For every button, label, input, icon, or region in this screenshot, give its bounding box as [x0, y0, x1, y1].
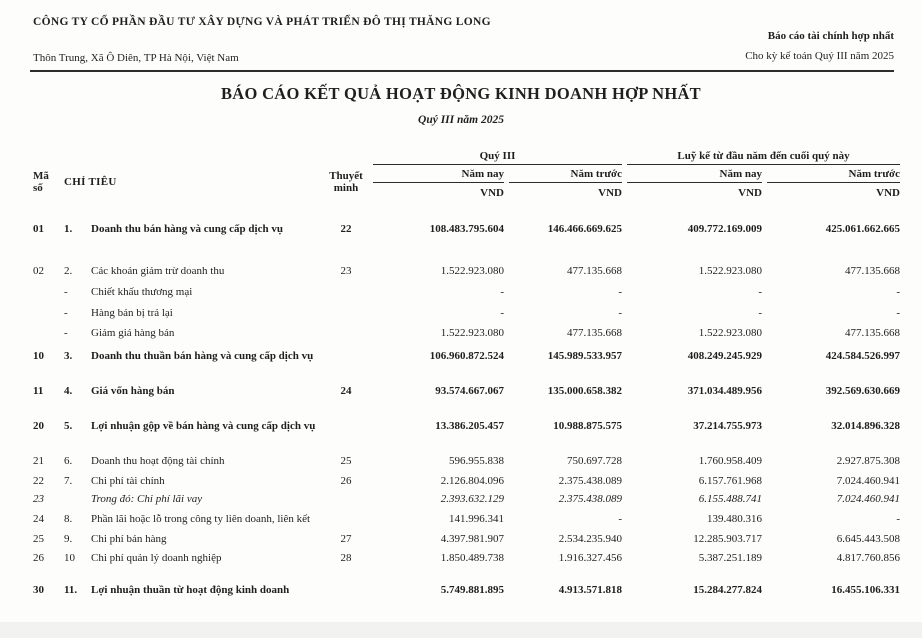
cell-ma-so: 23	[33, 493, 44, 505]
cell-quarter-prior-year: 146.466.669.625	[547, 223, 622, 235]
company-address: Thôn Trung, Xã Ô Diên, TP Hà Nội, Việt Nam	[33, 52, 239, 64]
header-ma-so-line1: Mã	[33, 170, 49, 182]
cell-thuyet-minh: 25	[340, 455, 352, 467]
table-header	[33, 145, 900, 199]
cell-chi-tieu: Trong đó: Chi phí lãi vay	[91, 493, 203, 505]
cell-ma-so	[33, 305, 59, 321]
cell-thuyet-minh: 24	[340, 385, 352, 397]
currency-label: VND	[598, 187, 622, 199]
cell-ma-so: 02	[33, 265, 44, 277]
table-row	[33, 263, 900, 279]
cell-quarter-current-year: 93.574.667.067	[435, 385, 504, 397]
cell-quarter-prior-year: -	[618, 286, 622, 298]
scan-edge-strip	[0, 622, 922, 638]
cell-stt: 3.	[64, 350, 73, 362]
cell-chi-tieu: Chi phí quản lý doanh nghiệp	[91, 552, 222, 564]
header-quarter-prior-year: Năm trước	[509, 168, 622, 183]
table-row	[33, 348, 900, 364]
cell-chi-tieu: Hàng bán bị trả lại	[91, 307, 173, 319]
cell-ma-so: 10	[33, 350, 44, 362]
table-row	[33, 511, 900, 527]
cell-stt: 1.	[64, 223, 73, 235]
header-ma-so	[33, 165, 59, 199]
cell-ytd-current-year: 37.214.755.973	[693, 420, 762, 432]
cell-stt: -	[64, 307, 68, 319]
cell-thuyet-minh	[324, 582, 368, 598]
cell-quarter-current-year: 4.397.981.907	[440, 533, 504, 545]
table-row	[33, 221, 900, 237]
cell-stt: 10	[64, 552, 75, 564]
cell-ytd-prior-year: 7.024.460.941	[836, 475, 900, 487]
cell-chi-tieu: Chi phí tài chính	[91, 475, 165, 487]
cell-ytd-prior-year: -	[896, 307, 900, 319]
cell-quarter-current-year: 2.126.804.096	[440, 475, 504, 487]
table-row	[33, 418, 900, 434]
company-name: CÔNG TY CỔ PHẦN ĐẦU TƯ XÂY DỰNG VÀ PHÁT TRIỂN ĐÔ THỊ THĂNG LONG	[33, 16, 491, 28]
cell-stt: 2.	[64, 265, 73, 277]
header-thuyet-minh	[324, 165, 368, 199]
table-body	[33, 221, 900, 598]
cell-ytd-prior-year: 392.569.630.669	[825, 385, 900, 397]
cell-quarter-prior-year: 2.534.235.940	[558, 533, 622, 545]
cell-quarter-current-year: 13.386.205.457	[435, 420, 504, 432]
cell-quarter-prior-year: 145.989.533.957	[547, 350, 622, 362]
table-row	[33, 531, 900, 547]
cell-ytd-prior-year: -	[896, 286, 900, 298]
cell-ytd-prior-year: 6.645.443.508	[836, 533, 900, 545]
cell-ma-so: 26	[33, 552, 44, 564]
column-group-ytd: Luỹ kế từ đầu năm đến cuối quý này	[627, 150, 900, 165]
cell-ytd-current-year: -	[758, 307, 762, 319]
table-row	[33, 491, 900, 507]
cell-ma-so: 11	[33, 385, 44, 397]
report-period: Cho kỳ kế toán Quý III năm 2025	[745, 50, 894, 62]
cell-ytd-current-year: 12.285.903.717	[693, 533, 762, 545]
cell-stt: 6.	[64, 455, 73, 467]
cell-quarter-prior-year: 2.375.438.089	[558, 475, 622, 487]
cell-ytd-current-year: 6.157.761.968	[698, 475, 762, 487]
cell-quarter-current-year: 141.996.341	[449, 513, 504, 525]
report-subtitle: Quý III năm 2025	[418, 114, 504, 126]
cell-stt: 7.	[64, 475, 73, 487]
cell-quarter-current-year: 2.393.632.129	[440, 493, 504, 505]
header-quarter-current-year: Năm nay	[373, 168, 504, 183]
cell-ytd-current-year: -	[758, 286, 762, 298]
cell-ytd-prior-year: 477.135.668	[845, 265, 900, 277]
cell-stt: -	[64, 286, 68, 298]
cell-quarter-current-year: 106.960.872.524	[429, 350, 504, 362]
cell-chi-tieu: Lợi nhuận thuần từ hoạt động kinh doanh	[91, 584, 290, 596]
table-row	[33, 582, 900, 598]
cell-chi-tieu: Các khoản giảm trừ doanh thu	[91, 265, 225, 277]
cell-ma-so: 20	[33, 420, 44, 432]
income-statement-table	[33, 145, 900, 598]
currency-label: VND	[876, 187, 900, 199]
cell-ytd-current-year: 409.772.169.009	[687, 223, 762, 235]
cell-ytd-current-year: 1.760.958.409	[698, 455, 762, 467]
cell-ma-so	[33, 284, 59, 300]
cell-ma-so: 25	[33, 533, 44, 545]
cell-ma-so: 01	[33, 223, 44, 235]
cell-chi-tieu: Doanh thu bán hàng và cung cấp dịch vụ	[91, 223, 283, 235]
cell-quarter-prior-year: 750.697.728	[567, 455, 622, 467]
cell-quarter-current-year: 1.522.923.080	[440, 265, 504, 277]
cell-ma-so: 22	[33, 475, 44, 487]
cell-chi-tieu: Chiết khấu thương mại	[91, 286, 193, 298]
cell-ytd-prior-year: 424.584.526.997	[825, 350, 900, 362]
cell-stt: 8.	[64, 513, 73, 525]
report-type: Báo cáo tài chính hợp nhất	[767, 30, 894, 42]
cell-quarter-prior-year: 477.135.668	[567, 327, 622, 339]
cell-ma-so: 21	[33, 455, 44, 467]
cell-ytd-prior-year: 4.817.760.856	[836, 552, 900, 564]
cell-stt: 9.	[64, 533, 73, 545]
cell-chi-tieu: Giá vốn hàng bán	[91, 385, 175, 397]
header-divider	[30, 70, 894, 72]
cell-thuyet-minh: 23	[340, 265, 352, 277]
cell-quarter-current-year: 596.955.838	[449, 455, 504, 467]
cell-ytd-prior-year: 7.024.460.941	[836, 493, 900, 505]
cell-thuyet-minh	[324, 325, 368, 341]
header-ytd-current-year: Năm nay	[627, 168, 762, 183]
report-meta	[745, 26, 894, 66]
header-ytd-prior-year: Năm trước	[767, 168, 900, 183]
currency-label: VND	[480, 187, 504, 199]
cell-quarter-prior-year: -	[618, 513, 622, 525]
table-row	[33, 284, 900, 300]
cell-ytd-current-year: 5.387.251.189	[698, 552, 762, 564]
cell-thuyet-minh: 22	[340, 223, 352, 235]
cell-ytd-current-year: 15.284.277.824	[693, 584, 762, 596]
cell-quarter-prior-year: 135.000.658.382	[547, 385, 622, 397]
column-group-quarter: Quý III	[373, 150, 622, 165]
cell-ytd-prior-year: 16.455.106.331	[831, 584, 900, 596]
cell-chi-tieu: Giảm giá hàng bán	[91, 327, 175, 339]
cell-thuyet-minh	[324, 284, 368, 300]
cell-ytd-current-year: 1.522.923.080	[698, 327, 762, 339]
cell-quarter-current-year: -	[500, 307, 504, 319]
header-thuyet-minh-line1: Thuyết	[329, 170, 363, 182]
header-thuyet-minh-line2: minh	[333, 182, 359, 194]
cell-ytd-current-year: 1.522.923.080	[698, 265, 762, 277]
cell-quarter-current-year: -	[500, 286, 504, 298]
cell-chi-tieu: Doanh thu hoạt động tài chính	[91, 455, 225, 467]
table-row	[33, 473, 900, 489]
table-row	[33, 305, 900, 321]
cell-ytd-current-year: 139.480.316	[707, 513, 762, 525]
cell-quarter-current-year: 5.749.881.895	[440, 584, 504, 596]
cell-ma-so: 24	[33, 513, 44, 525]
cell-ytd-prior-year: 425.061.662.665	[825, 223, 900, 235]
cell-thuyet-minh: 26	[340, 475, 352, 487]
cell-stt: 5.	[64, 420, 73, 432]
cell-thuyet-minh	[324, 511, 368, 527]
cell-ytd-prior-year: 32.014.896.328	[831, 420, 900, 432]
cell-quarter-prior-year: 4.913.571.818	[558, 584, 622, 596]
cell-chi-tieu: Doanh thu thuần bán hàng và cung cấp dịch vụ	[91, 350, 314, 362]
cell-thuyet-minh: 27	[340, 533, 352, 545]
cell-quarter-prior-year: 10.988.875.575	[553, 420, 622, 432]
cell-ytd-prior-year: 2.927.875.308	[836, 455, 900, 467]
report-title: BÁO CÁO KẾT QUẢ HOẠT ĐỘNG KINH DOANH HỢP NHẤT	[221, 84, 701, 103]
cell-ytd-prior-year: -	[896, 513, 900, 525]
table-row	[33, 550, 900, 566]
cell-chi-tieu: Phần lãi hoặc lỗ trong công ty liên doanh, liên kết	[91, 513, 311, 525]
cell-quarter-prior-year: 477.135.668	[567, 265, 622, 277]
cell-chi-tieu: Chi phí bán hàng	[91, 533, 167, 545]
cell-ytd-current-year: 6.155.488.741	[698, 493, 762, 505]
cell-stt: 11.	[64, 584, 78, 596]
table-row	[33, 453, 900, 469]
cell-quarter-prior-year: 1.916.327.456	[558, 552, 622, 564]
cell-thuyet-minh	[324, 305, 368, 321]
header-chi-tieu: CHỈ TIÊU	[64, 176, 117, 188]
cell-ma-so: 30	[33, 584, 44, 596]
cell-quarter-current-year: 1.522.923.080	[440, 327, 504, 339]
cell-quarter-prior-year: -	[618, 307, 622, 319]
cell-chi-tieu: Lợi nhuận gộp về bán hàng và cung cấp dịch vụ	[91, 420, 316, 432]
table-row	[33, 383, 900, 399]
cell-stt: -	[64, 327, 68, 339]
cell-quarter-prior-year: 2.375.438.089	[558, 493, 622, 505]
cell-stt	[64, 491, 86, 507]
cell-stt: 4.	[64, 385, 73, 397]
table-row	[33, 325, 900, 341]
cell-quarter-current-year: 1.850.489.738	[440, 552, 504, 564]
cell-quarter-current-year: 108.483.795.604	[429, 223, 504, 235]
header-ma-so-line2: số	[33, 182, 43, 194]
cell-thuyet-minh	[324, 418, 368, 434]
cell-thuyet-minh: 28	[340, 552, 352, 564]
currency-label: VND	[738, 187, 762, 199]
cell-ytd-prior-year: 477.135.668	[845, 327, 900, 339]
cell-ytd-current-year: 408.249.245.929	[687, 350, 762, 362]
cell-ma-so	[33, 325, 59, 341]
cell-ytd-current-year: 371.034.489.956	[687, 385, 762, 397]
cell-thuyet-minh	[324, 491, 368, 507]
cell-thuyet-minh	[324, 348, 368, 364]
